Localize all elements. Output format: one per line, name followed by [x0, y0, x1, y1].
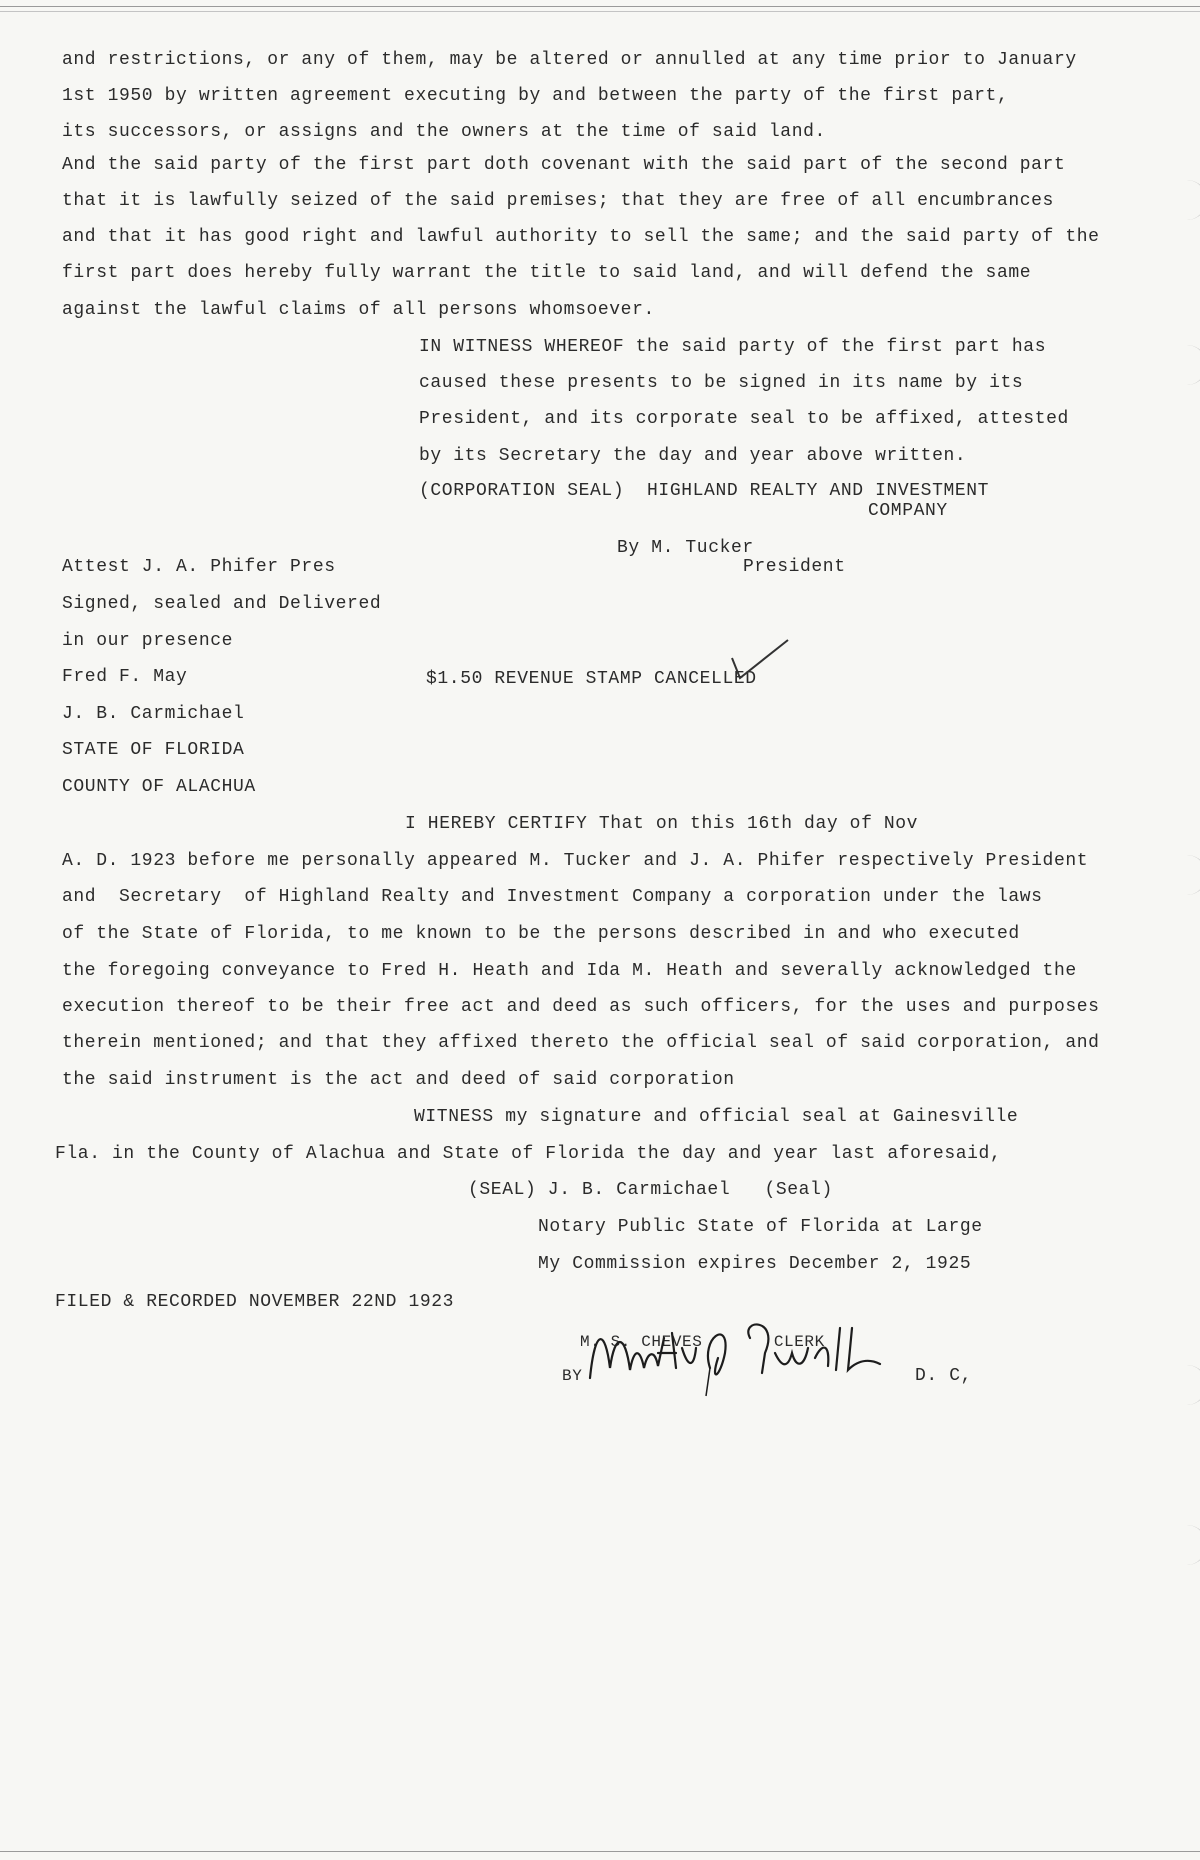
body-line: and restrictions, or any of them, may be altered or annulled at any time prior to January	[62, 50, 1077, 70]
certify-body-line: the foregoing conveyance to Fred H. Heath and Ida M. Heath and severally acknowledged the	[62, 961, 1077, 981]
certify-body-line: the said instrument is the act and deed of said corporation	[62, 1070, 735, 1090]
witness-line: Fla. in the County of Alachua and State of Florida the day and year last aforesaid,	[55, 1144, 1002, 1164]
certify-body-line: execution thereof to be their free act and deed as such officers, for the uses and purposes	[62, 997, 1100, 1017]
punch-hole	[1180, 855, 1200, 895]
punch-hole	[1180, 180, 1200, 220]
witness-clause-line: IN WITNESS WHEREOF the said party of the first part has	[419, 337, 1047, 357]
top-edge-line	[0, 6, 1200, 7]
left-block-line: COUNTY OF ALACHUA	[62, 777, 256, 797]
dc-label: D. C,	[915, 1366, 973, 1386]
certify-body-line: and Secretary of Highland Realty and Investment Company a corporation under the laws	[62, 887, 1043, 907]
body-line: 1st 1950 by written agreement executing by and between the party of the first part,	[62, 86, 1009, 106]
bottom-edge-line	[0, 1851, 1200, 1852]
check-mark-icon	[730, 636, 790, 686]
left-block-line: Signed, sealed and Delivered	[62, 594, 382, 614]
punch-hole	[1180, 1365, 1200, 1405]
handwritten-signature	[560, 1308, 920, 1398]
body-line: and that it has good right and lawful authority to sell the same; and the said party of the	[62, 227, 1100, 247]
corporation-seal-line: (CORPORATION SEAL) HIGHLAND REALTY AND INVESTMENT	[419, 481, 990, 501]
left-block-line: Fred F. May	[62, 667, 188, 687]
notary-seal-line: (SEAL) J. B. Carmichael (Seal)	[468, 1180, 833, 1200]
left-block-line: J. B. Carmichael	[62, 704, 245, 724]
attest-line: Attest J. A. Phifer Pres	[62, 557, 336, 577]
commission-line: My Commission expires December 2, 1925	[538, 1254, 972, 1274]
certify-body-line: therein mentioned; and that they affixed thereto the official seal of said corporation, and	[62, 1033, 1100, 1053]
punch-hole	[1180, 345, 1200, 385]
body-line: And the said party of the first part doth covenant with the said part of the second part	[62, 155, 1066, 175]
body-line: first part does hereby fully warrant the title to said land, and will defend the same	[62, 263, 1032, 283]
body-line: against the lawful claims of all persons whomsoever.	[62, 300, 655, 320]
certify-line: I HEREBY CERTIFY That on this 16th day of Nov	[405, 814, 919, 834]
witness-clause-line: President, and its corporate seal to be affixed, attested	[419, 409, 1069, 429]
witness-clause-line: caused these presents to be signed in its name by its	[419, 373, 1024, 393]
by-label: BY	[562, 1367, 583, 1385]
body-line: that it is lawfully seized of the said premises; that they are free of all encumbrances	[62, 191, 1054, 211]
filed-recorded-line: FILED & RECORDED NOVEMBER 22ND 1923	[55, 1292, 455, 1312]
top-edge-line-2	[0, 11, 1200, 12]
revenue-stamp-line: $1.50 REVENUE STAMP CANCELLED	[426, 669, 757, 689]
notary-title: Notary Public State of Florida at Large	[538, 1217, 983, 1237]
clerk-line: M. S. CHEVES CLERK	[580, 1333, 825, 1351]
punch-hole	[1180, 1525, 1200, 1565]
certify-body-line: of the State of Florida, to me known to be the persons described in and who executed	[62, 924, 1020, 944]
body-line: its successors, or assigns and the owners at the time of said land.	[62, 122, 826, 142]
witness-clause-line: by its Secretary the day and year above written.	[419, 446, 967, 466]
left-block-line: in our presence	[62, 631, 234, 651]
left-block-line: STATE OF FLORIDA	[62, 740, 245, 760]
witness-line: WITNESS my signature and official seal at Gainesville	[414, 1107, 1019, 1127]
signed-by-line: By M. Tucker	[617, 538, 754, 558]
company-line: COMPANY	[868, 501, 948, 521]
president-label: President	[743, 557, 846, 577]
certify-body-line: A. D. 1923 before me personally appeared M. Tucker and J. A. Phifer respectively President	[62, 851, 1089, 871]
